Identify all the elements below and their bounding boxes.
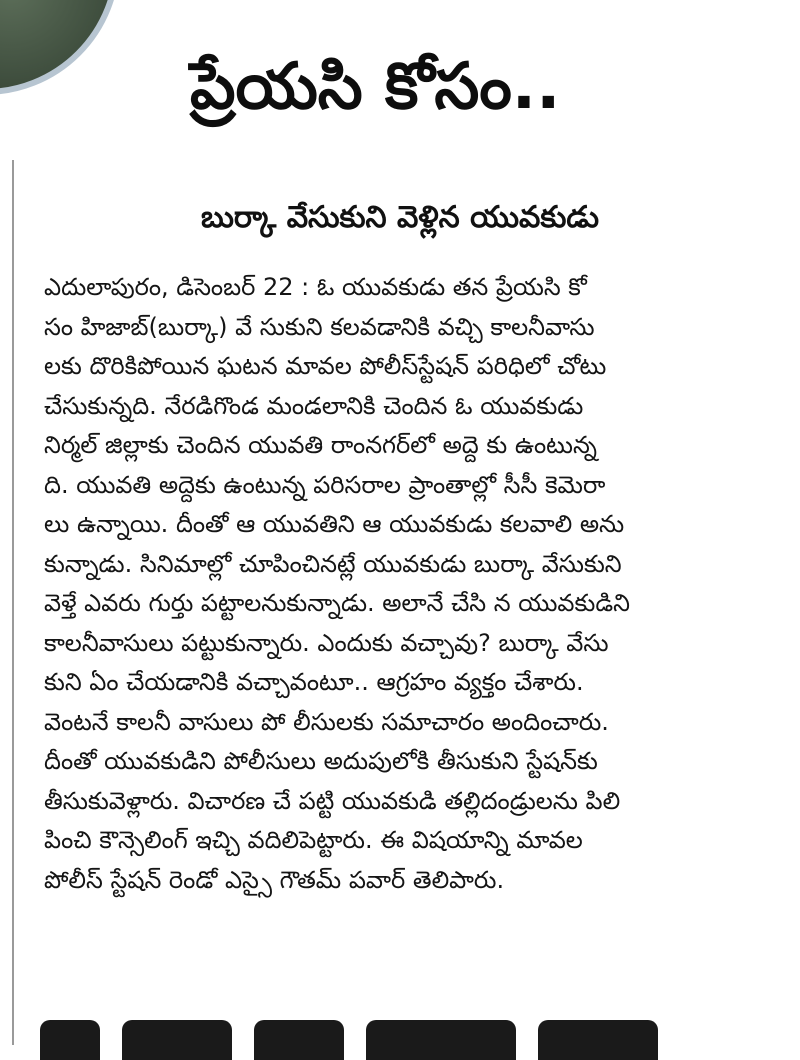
headline: ప్రేయసి కోసం.. [190,50,561,124]
body-line: వెంటనే కాలనీ వాసులు పో లీసులకు సమాచారం అందించారు. [44,707,609,736]
body-line: నిర్మల్ జిల్లాకు చెందిన యువతి రాంనగర్‌లో అద్దె కు ఉంటున్న [44,431,597,459]
body-line: కుని ఏం చేయడానికి వచ్చావంటూ.. ఆగ్రహం వ్యక్తం చేశారు. [44,668,584,696]
body-line: లు ఉన్నాయి. దీంతో ఆ యువతిని ఆ యువకుడు కలవాలి అను [44,510,625,538]
body-line: తీసుకువెళ్లారు. విచారణ చే పట్టి యువకుడి తల్లిదండ్రులను పిలి [44,786,621,815]
body-line: కాలనీవాసులు పట్టుకున్నారు. ఎందుకు వచ్చావు? బుర్కా వేసు [44,628,609,657]
next-article-headline-cutoff [40,1020,780,1060]
body-line: ఎదులాపురం, డిసెంబర్ 22 : ఓ యువకుడు తన ప్రేయసి కో [44,273,587,301]
body-line: దీంతో యువకుడిని పోలీసులు అదుపులోకి తీసుకుని స్టేషన్‌కు [44,747,598,775]
photo-corner-image [0,0,120,95]
body-line: లకు దొరికిపోయిన ఘటన మావల పోలీస్‌స్టేషన్ పరిధిలో చోటు [44,352,607,380]
body-line: పించి కౌన్సెలింగ్ ఇచ్చి వదిలిపెట్టారు. ఈ విషయాన్ని మావల [44,826,583,854]
body-line: కున్నాడు. సినిమాల్లో చూపించినట్లే యువకుడు బుర్కా వేసుకుని [44,549,622,578]
body-line: పోలీస్ స్టేషన్ రెండో ఎస్సై గౌతమ్ పవార్ తెలిపారు. [44,865,505,894]
body-line: వెళ్తే ఎవరు గుర్తు పట్టాలనుకున్నాడు. అలానే చేసి న యువకుడిని [44,589,630,617]
body-line: చేసుకున్నది. నేరడిగొండ మండలానికి చెందిన ఓ యువకుడు [44,391,584,420]
body-line: ది. యువతి అద్దెకు ఉంటున్న పరిసరాల ప్రాంతాల్లో సీసీ కెమెరా [44,470,606,499]
article-body [44,268,750,900]
subheadline: బుర్కా వేసుకుని వెళ్లిన యువకుడు [200,200,600,235]
column-divider [12,160,14,1045]
body-line: సం హిజాబ్(బుర్కా) వే సుకుని కలవడానికి వచ్చి కాలనీవాసు [44,312,595,341]
